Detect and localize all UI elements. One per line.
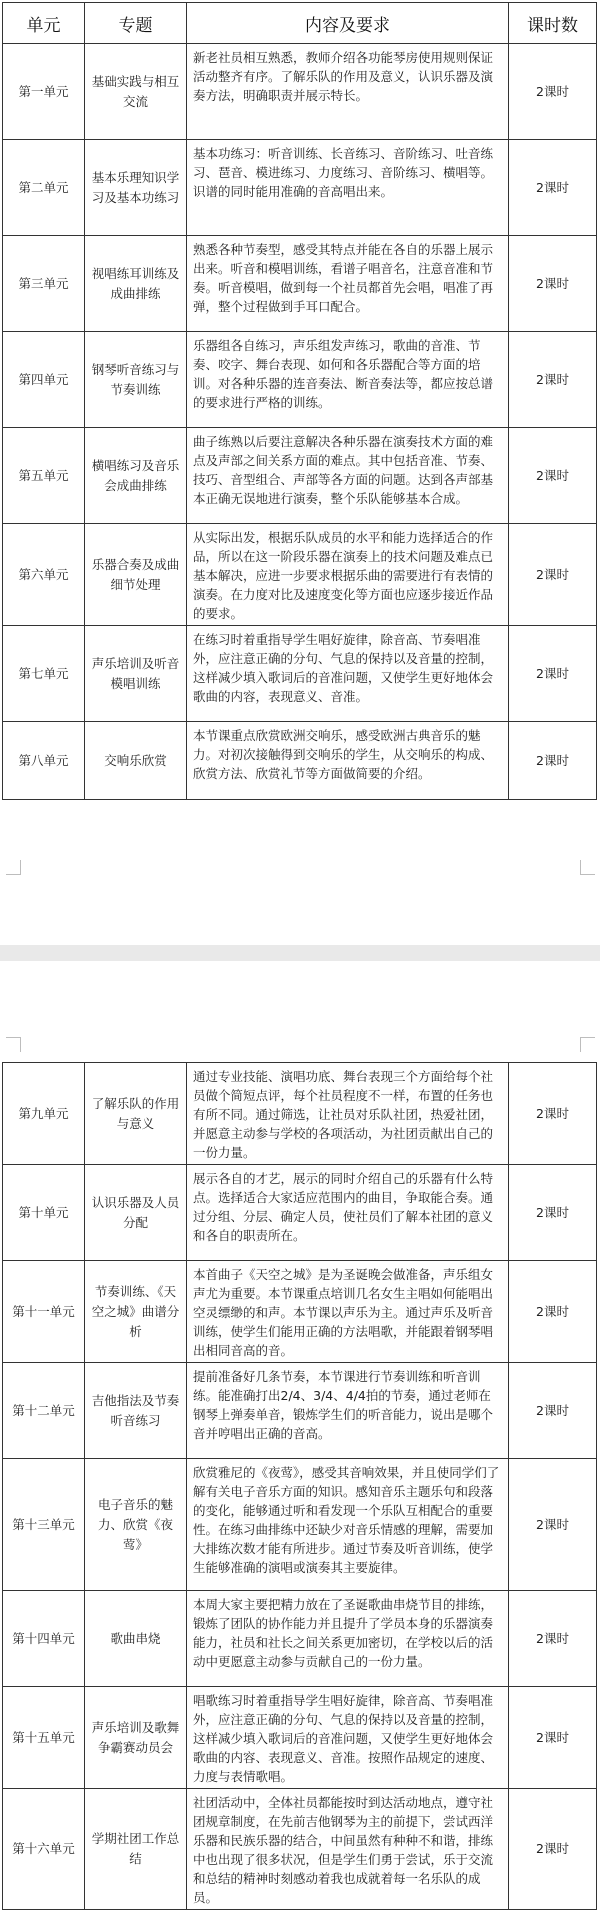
topic-cell: 基础实践与相互交流: [85, 44, 187, 140]
topic-cell: 歌曲串烧: [85, 1591, 187, 1687]
header-topic: 专题: [85, 3, 187, 44]
content-cell: 通过专业技能、演唱功底、舞台表现三个方面给每个社员做个简短点评，每个社员程度不一样，布置的任务也有所不同。通过筛选，让社员对乐队社团，热爱社团，并愿意主动参与学校的各项活动，为社团贡献出自己的一份力量。: [187, 1063, 509, 1165]
unit-cell: 第十六单元: [3, 1789, 85, 1910]
table-row: [3, 1165, 597, 1261]
content-cell: 本节课重点欣赏欧洲交响乐，感受欧洲古典音乐的魅力。对初次接触得到交响乐的学生，从交响乐的构成、欣赏方法、欣赏礼节等方面做简要的介绍。: [187, 722, 509, 800]
table-row: [3, 140, 597, 236]
hours-cell: 2课时: [509, 44, 597, 140]
unit-cell: 第七单元: [3, 626, 85, 722]
header-content: 内容及要求: [187, 3, 509, 44]
hours-cell: 2课时: [509, 1591, 597, 1687]
curriculum-table-part-1: [2, 2, 597, 800]
header-hours: 课时数: [509, 3, 597, 44]
unit-cell: 第二单元: [3, 140, 85, 236]
hours-cell: 2课时: [509, 722, 597, 800]
topic-cell: 电子音乐的魅力、欣赏《夜莺》: [85, 1459, 187, 1591]
content-cell: 欣赏雅尼的《夜莺》，感受其音响效果，并且使同学们了解有关电子音乐方面的知识。感知音乐主题乐句和段落的变化，能够通过听和看发现一个乐队互相配合的重要性。在练习曲排练中还缺少对音乐情感的理解，需要加大排练次数才能有所进步。通过节奏及听音训练，使学生能够准确的演唱或演奏其主要旋律。: [187, 1459, 509, 1591]
topic-cell: 吉他指法及节奏听音练习: [85, 1363, 187, 1459]
topic-cell: 了解乐队的作用与意义: [85, 1063, 187, 1165]
page-corner-mark: [580, 1037, 595, 1052]
topic-cell: 横唱练习及音乐会成曲排练: [85, 428, 187, 524]
unit-cell: 第六单元: [3, 524, 85, 626]
unit-cell: 第五单元: [3, 428, 85, 524]
unit-cell: 第一单元: [3, 44, 85, 140]
document-page-2: [0, 961, 600, 1905]
hours-cell: 2课时: [509, 428, 597, 524]
hours-cell: 2课时: [509, 626, 597, 722]
table-row: [3, 1363, 597, 1459]
unit-cell: 第三单元: [3, 236, 85, 332]
unit-cell: 第十五单元: [3, 1687, 85, 1789]
hours-cell: 2课时: [509, 236, 597, 332]
unit-cell: 第十二单元: [3, 1363, 85, 1459]
content-cell: 新老社员相互熟悉，教师介绍各功能琴房使用规则保证活动整齐有序。了解乐队的作用及意义，认识乐器及演奏方法，明确职责并展示特长。: [187, 44, 509, 140]
hours-cell: 2课时: [509, 1261, 597, 1363]
table-row: [3, 1459, 597, 1591]
hours-cell: 2课时: [509, 1363, 597, 1459]
unit-cell: 第九单元: [3, 1063, 85, 1165]
content-cell: 基本功练习：听音训练、长音练习、音阶练习、吐音练习、琶音、模进练习、力度练习、音阶练习、横唱等。识谱的同时能用准确的音高唱出来。: [187, 140, 509, 236]
content-cell: 展示各自的才艺，展示的同时介绍自己的乐器有什么特点。选择适合大家适应范围内的曲目，争取能合奏。通过分组、分层、确定人员，使社员们了解本社团的意义和各自的职责所在。: [187, 1165, 509, 1261]
table-row: [3, 236, 597, 332]
hours-cell: 2课时: [509, 1165, 597, 1261]
content-cell: 社团活动中，全体社员都能按时到达活动地点，遵守社团规章制度，在先前吉他钢琴为主的前提下，尝试西洋乐器和民族乐器的结合，中间虽然有种种不和谐，排练中也出现了很多状况，但是学生们勇于尝试，乐于交流和总结的精神时刻感动着我也成就着每一名乐队的成员。: [187, 1789, 509, 1910]
content-cell: 本周大家主要把精力放在了圣诞歌曲串烧节目的排练，锻炼了团队的协作能力并且提升了学员本身的乐器演奏能力，社员和社长之间关系更加密切，在学校以后的活动中更愿意主动参与贡献自己的一份力量。: [187, 1591, 509, 1687]
content-cell: 熟悉各种节奏型，感受其特点并能在各自的乐器上展示出来。听音和模唱训练，看谱子唱音名，注意音准和节奏。听音模唱，做到每一个社员都首先会唱，唱准了再弹，整个过程做到手耳口配合。: [187, 236, 509, 332]
curriculum-table-part-2: [2, 1062, 597, 1910]
table-row: [3, 1591, 597, 1687]
content-cell: 本首曲子《天空之城》是为圣诞晚会做准备，声乐组女声尤为重要。本节课重点培训几名女生主唱如何能唱出空灵缥缈的和声。本节课以声乐为主。通过声乐及听音训练，使学生们能用正确的方法唱歌，并能跟着钢琴唱出相同音高的音。: [187, 1261, 509, 1363]
unit-cell: 第十四单元: [3, 1591, 85, 1687]
hours-cell: 2课时: [509, 1063, 597, 1165]
topic-cell: 节奏训练、《天空之城》曲谱分析: [85, 1261, 187, 1363]
topic-cell: 认识乐器及人员分配: [85, 1165, 187, 1261]
hours-cell: 2课时: [509, 140, 597, 236]
content-cell: 唱歌练习时着重指导学生唱好旋律，除音高、节奏唱准外，应注意正确的分句、气息的保持以及音量的控制，这样减少填入歌词后的音准问题，又使学生更好地体会歌曲的内容、表现意义、音准。按照作品规定的速度、力度与表情歌唱。: [187, 1687, 509, 1789]
topic-cell: 学期社团工作总结: [85, 1789, 187, 1910]
topic-cell: 钢琴听音练习与节奏训练: [85, 332, 187, 428]
unit-cell: 第十单元: [3, 1165, 85, 1261]
table-row: [3, 332, 597, 428]
topic-cell: 基本乐理知识学习及基本功练习: [85, 140, 187, 236]
table-row: [3, 722, 597, 800]
content-cell: 从实际出发，根据乐队成员的水平和能力选择适合的作品，所以在这一阶段乐器在演奏上的技术问题及难点已基本解决，应进一步要求根据乐曲的需要进行有表情的演奏。在力度对比及速度变化等方面也应逐步接近作品的要求。: [187, 524, 509, 626]
content-cell: 曲子练熟以后要注意解决各种乐器在演奏技术方面的难点及声部之间关系方面的难点。其中包括音准、节奏、技巧、音型组合、声部等各方面的问题。达到各声部基本正确无误地进行演奏，整个乐队能够基本合成。: [187, 428, 509, 524]
table-header-row: [3, 3, 597, 44]
topic-cell: 视唱练耳训练及成曲排练: [85, 236, 187, 332]
hours-cell: 2课时: [509, 332, 597, 428]
hours-cell: 2课时: [509, 524, 597, 626]
table-row: [3, 524, 597, 626]
topic-cell: 乐器合奏及成曲细节处理: [85, 524, 187, 626]
hours-cell: 2课时: [509, 1789, 597, 1910]
topic-cell: 声乐培训及听音模唱训练: [85, 626, 187, 722]
topic-cell: 声乐培训及歌舞争霸赛动员会: [85, 1687, 187, 1789]
page-corner-mark: [580, 860, 595, 875]
content-cell: 在练习时着重指导学生唱好旋律，除音高、节奏唱准外，应注意正确的分句、气息的保持以及音量的控制，这样减少填入歌词后的音准问题，又使学生更好地体会歌曲的内容，表现意义、音准。: [187, 626, 509, 722]
table-row: [3, 428, 597, 524]
unit-cell: 第十一单元: [3, 1261, 85, 1363]
table-row: [3, 1063, 597, 1165]
topic-cell: 交响乐欣赏: [85, 722, 187, 800]
table-row: [3, 44, 597, 140]
header-unit: 单元: [3, 3, 85, 44]
table-row: [3, 1261, 597, 1363]
unit-cell: 第十三单元: [3, 1459, 85, 1591]
document-page-1: [0, 0, 600, 945]
table-row: [3, 1687, 597, 1789]
page-separator: [0, 945, 600, 961]
table-row: [3, 626, 597, 722]
content-cell: 乐器组各自练习，声乐组发声练习，歌曲的音准、节奏、咬字、舞台表现、如何和各乐器配合等方面的培训。对各种乐器的连音奏法、断音奏法等，都应按总谱的要求进行严格的训练。: [187, 332, 509, 428]
page-corner-mark: [6, 1037, 21, 1052]
page-corner-mark: [6, 860, 21, 875]
table-row: [3, 1789, 597, 1910]
unit-cell: 第八单元: [3, 722, 85, 800]
hours-cell: 2课时: [509, 1687, 597, 1789]
content-cell: 提前准备好几条节奏，本节课进行节奏训练和听音训练。能准确打出2/4、3/4、4/4拍的节奏，通过老师在钢琴上弹奏单音，锻炼学生们的听音能力，说出是哪个音并哼唱出正确的音高。: [187, 1363, 509, 1459]
hours-cell: 2课时: [509, 1459, 597, 1591]
unit-cell: 第四单元: [3, 332, 85, 428]
